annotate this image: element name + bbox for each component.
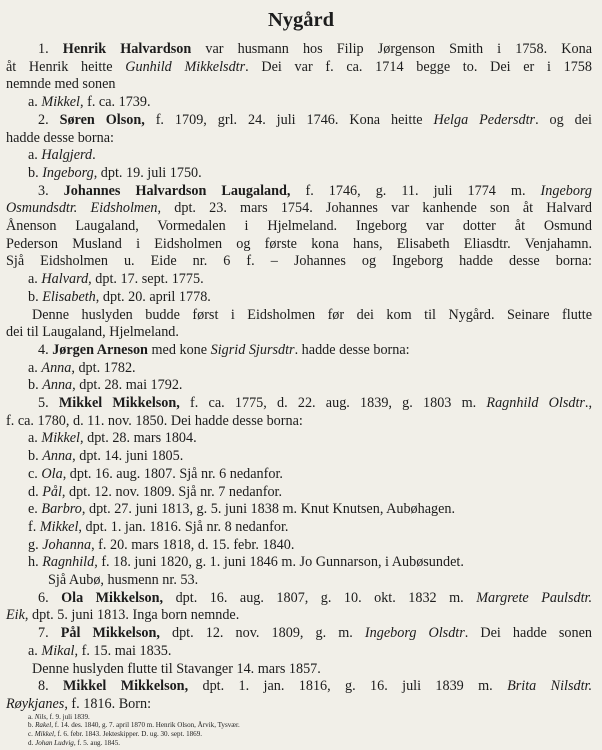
child-4b: b. Anna, dpt. 28. mai 1792. bbox=[28, 377, 183, 394]
entry-1-line-3: nemnde med sonen bbox=[6, 76, 116, 93]
entry-3-line-7: dei til Laugaland, Hjelmeland. bbox=[6, 324, 179, 341]
entry-3-line-4: Pederson Musland i Eidsholmen og første kona hans, Elisabeth Eliasdtr. Venjahamn. bbox=[6, 235, 592, 252]
child-1a: a. Mikkel, f. ca. 1739. bbox=[28, 94, 151, 111]
child-5g: g. Johanna, f. 20. mars 1818, d. 15. febr. 1840. bbox=[28, 536, 295, 553]
child-2b: b. Ingeborg, dpt. 19. juli 1750. bbox=[28, 164, 202, 181]
entry-5-name: Mikkel Mikkelson, bbox=[58, 395, 180, 411]
entry-1-line-1: 1. Henrik Halvardson var husmann hos Filip Jørgenson Smith i 1758. Kona bbox=[38, 41, 593, 57]
child-8a: a. Nils, f. 9. juli 1839. bbox=[28, 712, 90, 721]
entry-7-line-2: Denne huslyden flutte til Stavanger 14. mars 1857. bbox=[32, 660, 321, 677]
child-4a: a. Anna, dpt. 1782. bbox=[28, 359, 136, 376]
entry-2-line-2: hadde desse borna: bbox=[6, 129, 114, 146]
entry-8-name: Mikkel Mikkelson, bbox=[63, 678, 189, 695]
entry-7-wife: Ingeborg Olsdtr bbox=[364, 625, 465, 642]
entry-3-line-5: Sjå Eidsholmen u. Eide nr. 6 f. – Johannes og Ingeborg hadde desse borna: bbox=[6, 253, 592, 270]
entry-8-line-1: 8. Mikkel Mikkelson, dpt. 1. jan. 1816, g. 16. juli 1839 m. Brita Nilsdtr. bbox=[38, 678, 593, 695]
entry-7-name: Pål Mikkelson, bbox=[60, 625, 160, 642]
entry-3-line-1: 3. Johannes Halvardson Laugaland, f. 1746, g. 11. juli 1774 m. Ingeborg bbox=[38, 182, 593, 199]
entry-1-wife: Gunhild Mikkelsdtr bbox=[125, 58, 246, 75]
entry-2-name: Søren Olson, bbox=[59, 111, 145, 128]
entry-2-line-1: 2. Søren Olson, f. 1709, grl. 24. juli 1746. Kona heitte Helga Pedersdtr. og dei bbox=[38, 111, 592, 128]
child-5a: a. Mikkel, dpt. 28. mars 1804. bbox=[28, 430, 197, 447]
entry-1-line-2: åt Henrik heitte Gunhild Mikkelsdtr. Dei var f. ca. 1714 begge to. Dei er i 1758 bbox=[6, 58, 592, 75]
entry-4-wife: Sigrid Sjursdtr bbox=[210, 341, 295, 358]
child-5b: b. Anna, dpt. 14. juni 1805. bbox=[28, 448, 184, 465]
entry-3-line-2: Osmundsdtr. Eidsholmen, dpt. 23. mars 1754. Johannes var kanhende son åt Halvard bbox=[6, 200, 592, 217]
child-5f: f. Mikkel, dpt. 1. jan. 1816. Sjå nr. 8 nedanfor. bbox=[28, 518, 289, 535]
entry-1-name: Henrik Halvardson bbox=[62, 41, 192, 57]
child-5h-continued: Sjå Aubø, husmenn nr. 53. bbox=[48, 572, 199, 588]
child-8d: d. Johan Ludvig, f. 5. aug. 1845. bbox=[28, 739, 121, 748]
child-5h: h. Ragnhild, f. 18. juni 1820, g. 1. juni 1846 m. Jo Gunnarson, i Aubøsundet. bbox=[28, 554, 464, 571]
entry-3-name: Johannes Halvardson Laugaland, bbox=[63, 182, 291, 199]
entry-3-line-3: Ånenson Laugaland, Vormedalen i Hjelmeland. Ingeborg var dotter åt Osmund bbox=[6, 218, 592, 234]
entry-7-line-1: 7. Pål Mikkelson, dpt. 12. nov. 1809, g. m. Ingeborg Olsdtr. Dei hadde sonen bbox=[38, 625, 592, 642]
child-5c: c. Ola, dpt. 16. aug. 1807. Sjå nr. 6 nedanfor. bbox=[28, 465, 283, 482]
entry-6-name: Ola Mikkelson, bbox=[61, 589, 164, 606]
entry-5-line-1: 5. Mikkel Mikkelson, f. ca. 1775, d. 22. aug. 1839, g. 1803 m. Ragnhild Olsdtr., bbox=[38, 395, 593, 411]
entry-4-name: Jørgen Arneson bbox=[52, 341, 148, 358]
child-5d: d. Pål, dpt. 12. nov. 1809. Sjå nr. 7 nedanfor. bbox=[28, 483, 283, 500]
child-8c: c. Mikkel, f. 6. febr. 1843. Jekteskipper. D. ug. 30. sept. 1869. bbox=[28, 730, 203, 739]
child-3b: b. Elisabeth, dpt. 20. april 1778. bbox=[28, 288, 211, 305]
entry-4-line-1: 4. Jørgen Arneson med kone Sigrid Sjursdtr. hadde desse borna: bbox=[38, 341, 410, 358]
entry-3-line-6: Denne huslyden budde først i Eidsholmen før dei kom til Nygård. Seinare flutte bbox=[32, 306, 592, 323]
entry-6-line-2: Eik, dpt. 5. juni 1813. Inga born nemnde. bbox=[6, 607, 240, 624]
child-8b: b. Rakel, f. 14. des. 1840, g. 7. april 1870 m. Henrik Olson, Årvik, Tysvær. bbox=[28, 721, 240, 730]
page-title: Nygård bbox=[267, 9, 335, 31]
entry-5-line-2: f. ca. 1780, d. 11. nov. 1850. Dei hadde desse borna: bbox=[6, 412, 303, 429]
child-5e: e. Barbro, dpt. 27. juni 1813, g. 5. juni 1838 m. Knut Knutsen, Aubøhagen. bbox=[28, 501, 456, 518]
child-2a: a. Halgjerd. bbox=[28, 147, 96, 164]
entry-2-wife: Helga Pedersdtr bbox=[433, 111, 536, 128]
entry-6-line-1: 6. Ola Mikkelson, dpt. 16. aug. 1807, g. 10. okt. 1832 m. Margrete Paulsdtr. bbox=[38, 589, 593, 606]
child-7a: a. Mikal, f. 15. mai 1835. bbox=[28, 642, 172, 659]
entry-5-wife: Ragnhild Olsdtr bbox=[486, 395, 585, 411]
entry-8-line-2: Røykjanes, f. 1816. Born: bbox=[6, 695, 152, 712]
child-3a: a. Halvard, dpt. 17. sept. 1775. bbox=[28, 271, 204, 288]
